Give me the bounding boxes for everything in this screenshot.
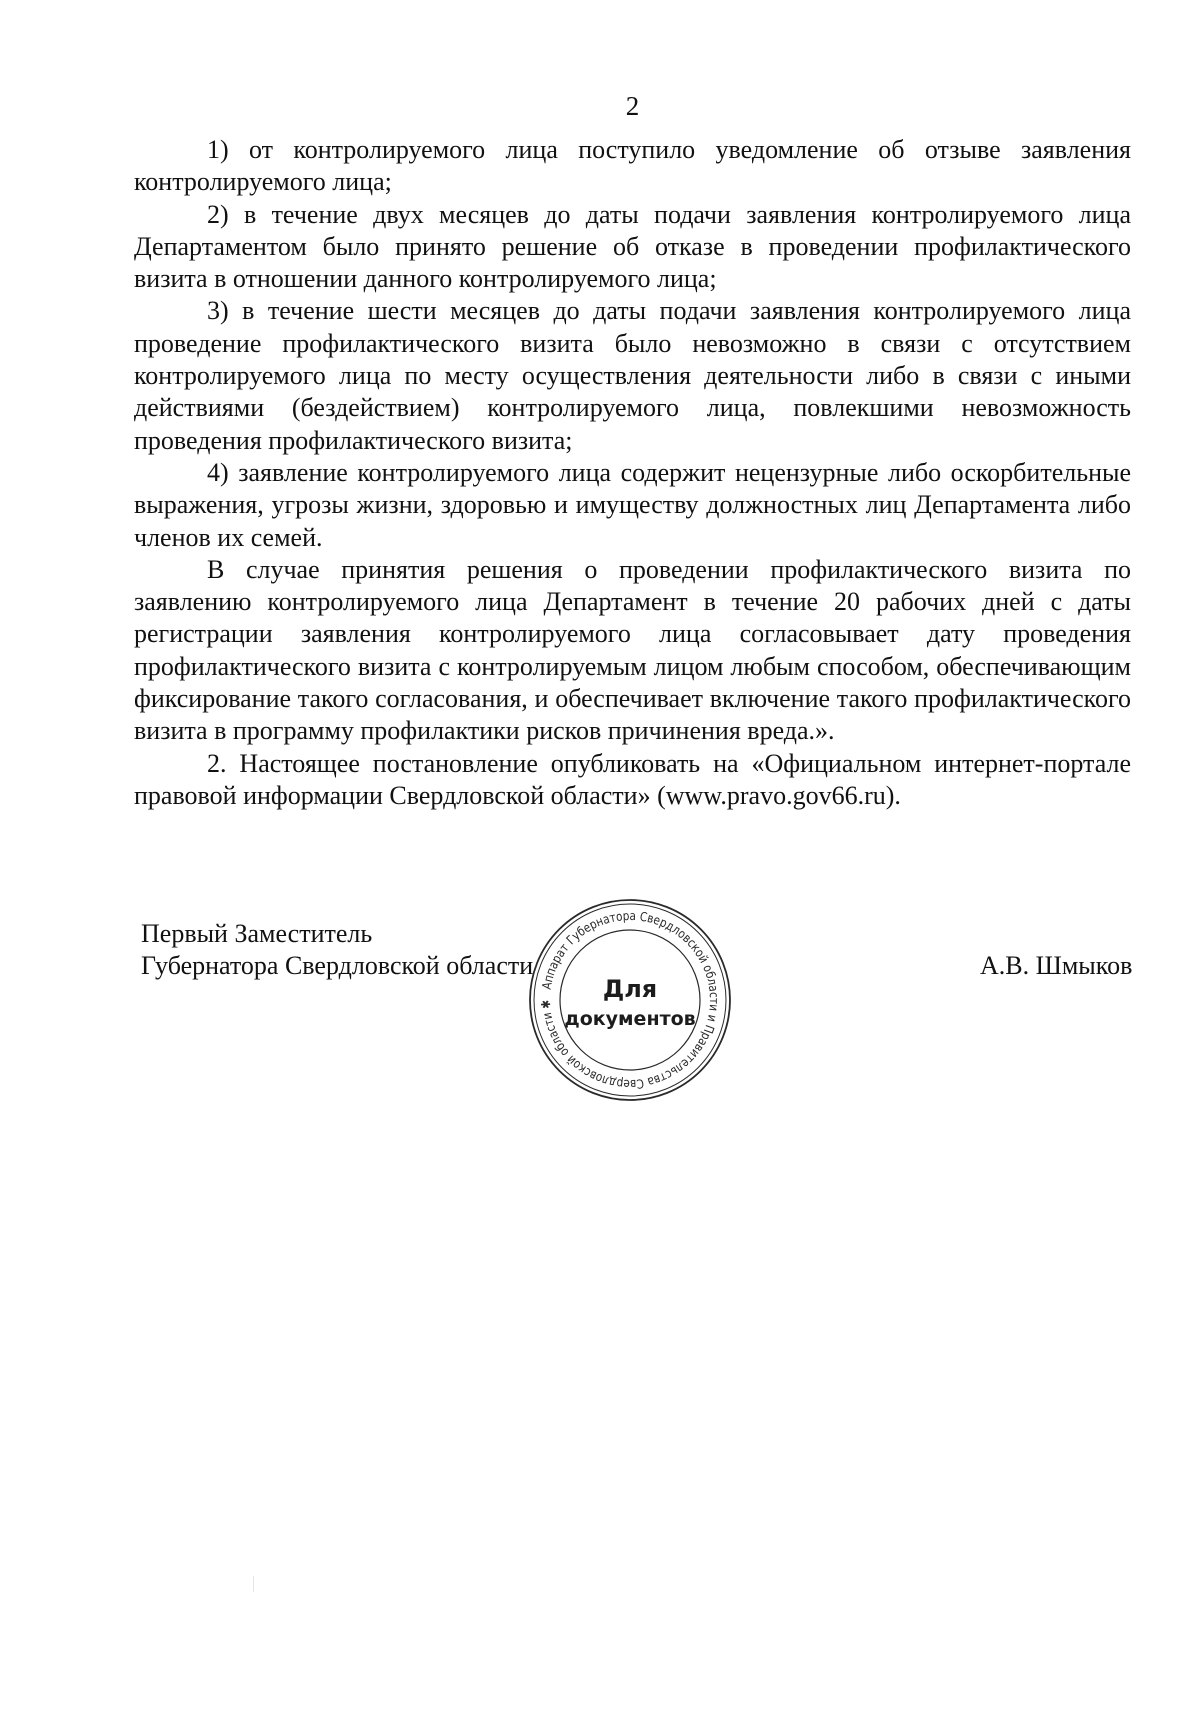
stamp-center-line-1: Для	[602, 975, 658, 1003]
paragraph-item-4: 4) заявление контролируемого лица содержит нецензурные либо оскорбительные выражения, угрозы жизни, здоровью и имуществу должностных лиц Департамента либо членов их семей.	[134, 457, 1131, 552]
paragraph-item-3: 3) в течение шести месяцев до даты подачи заявления контролируемого лица проведение профилактического визита было невозможно в связи с отсутствием контролируемого лица по месту осуществления деятельности либо в связи с иными действиями (бездействием) контролируемого лица, повлекшими невозможность проведения профилактического визита;	[134, 296, 1131, 455]
stamp-center-line-2: документов	[564, 1008, 696, 1030]
official-stamp	[525, 895, 735, 1105]
paragraph-item-2: 2) в течение двух месяцев до даты подачи заявления контролируемого лица Департаментом было принято решение об отказе в проведении профилактического визита в отношении данного контролируемого лица;	[134, 199, 1131, 294]
document-body	[134, 134, 1131, 812]
paragraph-decision: В случае принятия решения о проведении профилактического визита по заявлению контролируемого лица Департамент в течение 20 рабочих дней с даты регистрации заявления контролируемого лица согласовывает дату проведения профилактического визита с контролируемым лицом любым способом, обеспечивающим фиксирование такого согласования, и обеспечивает включение такого профилактического визита в программу профилактики рисков причинения вреда.».	[134, 554, 1131, 746]
signatory-title-line-2: Губернатора Свердловской области	[141, 951, 534, 980]
signatory-title-line-1: Первый Заместитель	[141, 919, 373, 948]
stamp-ring-text: Аппарат Губернатора Свердловской области и Правительства Свердловской области ✱	[537, 907, 723, 1093]
page-number: 2	[625, 91, 640, 121]
paragraph-item-1: 1) от контролируемого лица поступило уведомление об отзыве заявления контролируемого лица;	[134, 135, 1131, 197]
scan-artifact	[253, 1576, 254, 1592]
paragraph-publication: 2. Настоящее постановление опубликовать на «Официальном интернет-портале правовой информации Свердловской области» (www.pravo.gov66.ru).	[134, 748, 1131, 810]
stamp-graphic	[525, 895, 735, 1105]
signatory-title	[141, 918, 533, 982]
signatory-name: А.В. Шмыков	[980, 951, 1133, 980]
